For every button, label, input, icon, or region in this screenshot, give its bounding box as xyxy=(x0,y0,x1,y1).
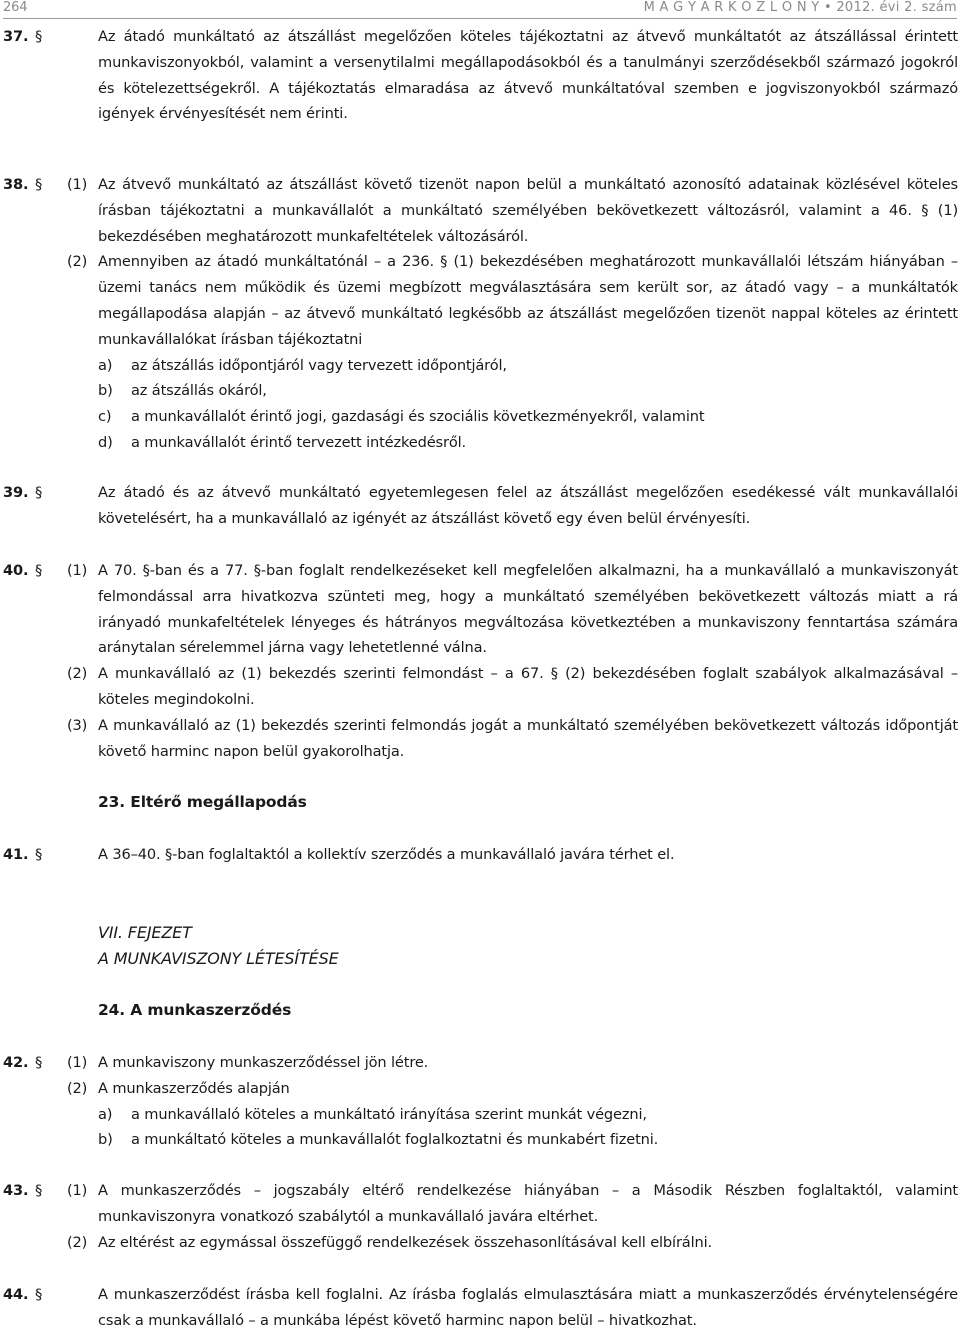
list-item xyxy=(3,1102,958,1128)
section-sign: § xyxy=(35,1054,43,1071)
page-header xyxy=(3,0,957,18)
subsection-number: (1) xyxy=(67,1182,88,1199)
page-number: 264 xyxy=(3,0,28,15)
subsection-number: (1) xyxy=(67,1054,88,1071)
list-item-letter: b) xyxy=(98,382,113,400)
section-number: 37. xyxy=(3,28,29,45)
subsection-number: (2) xyxy=(67,253,88,271)
section-number: 42. xyxy=(3,1054,29,1071)
section-number: 41. xyxy=(3,846,29,863)
list-item-letter: b) xyxy=(98,1131,113,1149)
section-43 xyxy=(3,1178,958,1255)
header-rule xyxy=(3,18,957,19)
list-item xyxy=(3,430,958,456)
chapter-number: VII. FEJEZET xyxy=(98,923,192,942)
subsection-1 xyxy=(3,1178,958,1230)
section-number: 39. xyxy=(3,484,29,501)
section-text: Az átadó és az átvevő munkáltató egyetemlegesen felel az átszállást megelőzően esedékessé vált munkavállalói követelésért, ha a munkavállaló az igényét az átszállást követő egy éven belül érvényesíti. xyxy=(98,484,958,527)
subsection-number: (1) xyxy=(67,562,88,579)
subsection-text: Az átvevő munkáltató az átszállást követő tizenöt napon belül a munkáltató azonosító adatainak közlésével köteles írásban tájékoztatni a munkavállalót a munkáltató személyében bekövetkezett változásról, valamint a 46. § (1) bekezdésében meghatározott munkafeltételek változásáról. xyxy=(98,176,958,245)
list-item-text: a munkavállalót érintő jogi, gazdasági és szociális következményekről, valamint xyxy=(131,408,705,426)
subsection-text: A munkavállaló az (1) bekezdés szerinti felmondást – a 67. § (2) bekezdésében foglalt szabályok alkalmazásával – köteles megindokolni. xyxy=(98,665,958,708)
subsection-number: (2) xyxy=(67,1233,88,1251)
list-item-text: a munkavállaló köteles a munkáltató irányítása szerint munkát végezni, xyxy=(131,1105,647,1123)
section-37 xyxy=(3,24,958,127)
subsection-2 xyxy=(3,1076,958,1102)
section-sign: § xyxy=(35,1286,43,1303)
section-text: A munkaszerződést írásba kell foglalni. Az írásba foglalás elmulasztására miatt a munkaszerződés érvénytelenségére csak a munkavállaló – a munkába lépést követő harminc napon belül – hivatkozhat. xyxy=(98,1286,958,1329)
subsection-text: A munkaviszony munkaszerződéssel jön létre. xyxy=(98,1054,429,1071)
list-item xyxy=(3,353,958,379)
section-number: 38. xyxy=(3,176,29,193)
section-sign: § xyxy=(35,846,43,863)
subsection-text: A munkaszerződés alapján xyxy=(98,1079,290,1097)
subsection-text: A 70. §-ban és a 77. §-ban foglalt rendelkezéseket kell megfelelően alkalmazni, ha a munkavállaló a munkaviszonyát felmondással arra hivatkozva szünteti meg, hogy a munkáltató személyében bekövetkezett változás miatt a rá irányadó munkafeltételek lényeges és hátrányos megváltozása következtében a munkaviszony fenntartása számára aránytalan sérelemmel járna vagy lehetetlenné válna. xyxy=(98,562,958,657)
list-item-letter: d) xyxy=(98,433,113,451)
subsection-text: A munkavállaló az (1) bekezdés szerinti felmondás jogát a munkáltató személyében bekövetkezett változás időpontját követő harminc napon belül gyakorolhatja. xyxy=(98,716,958,760)
subtitle-heading: 24. A munkaszerződés xyxy=(98,1001,292,1019)
subsection-2 xyxy=(3,661,958,713)
section-number: 40. xyxy=(3,562,29,579)
chapter-title: A MUNKAVISZONY LÉTESÍTÉSE xyxy=(98,949,339,968)
section-44 xyxy=(3,1282,958,1334)
list-item-text: a munkavállalót érintő tervezett intézkedésről. xyxy=(131,433,467,451)
subsection-number: (1) xyxy=(67,176,88,193)
subsection-number: (2) xyxy=(67,1079,88,1097)
list-item-text: az átszállás okáról, xyxy=(131,382,267,400)
subsection-1 xyxy=(3,558,958,661)
subsection-3 xyxy=(3,713,958,765)
section-sign: § xyxy=(35,28,43,45)
subsection-2 xyxy=(3,1230,958,1256)
subsection-text: A munkaszerződés – jogszabály eltérő rendelkezése hiányában – a Második Részben foglaltaktól, valamint munkaviszonyra vonatkozó szabálytól a munkavállaló javára eltérhet. xyxy=(98,1182,958,1225)
section-sign: § xyxy=(35,562,43,579)
list-item xyxy=(3,1127,958,1153)
section-40 xyxy=(3,558,958,764)
running-title: M A G Y A R K Ö Z L Ö N Y • 2012. évi 2. szám xyxy=(643,0,957,15)
section-sign: § xyxy=(35,176,43,193)
list-item-text: a munkáltató köteles a munkavállalót foglalkoztatni és munkabért fizetni. xyxy=(131,1131,659,1149)
list-item xyxy=(3,378,958,404)
subsection-text: Amennyiben az átadó munkáltatónál – a 236. § (1) bekezdésében meghatározott munkavállalói létszám hiányában – üzemi tanács nem működik és üzemi megbízott megválasztására sem került sor, az átadó vagy – a munkáltatók megállapodása alapján – az átvevő munkáltató legkésőbb az átszállást megelőzően tizenöt nappal köteles az érintett munkavállalókat írásban tájékoztatni xyxy=(98,253,958,348)
section-41 xyxy=(3,842,958,868)
subsection-1 xyxy=(3,1050,958,1076)
subsection-2 xyxy=(3,249,958,352)
section-text: Az átadó munkáltató az átszállást megelőzően köteles tájékoztatni az átvevő munkáltatót az átszállással érintett munkaviszonyokból, valamint a versenytilalmi megállapodásokból és a tanulmányi szerződésekből származó jogokról és kötelezettségekről. A tájékoztatás elmaradása az átvevő munkáltatóval szemben e jogviszonyokból származó igények érvényesítését nem érinti. xyxy=(98,28,958,123)
section-number: 44. xyxy=(3,1286,29,1303)
list-item-letter: a) xyxy=(98,1105,113,1123)
section-text: A 36–40. §-ban foglaltaktól a kollektív szerződés a munkavállaló javára térhet el. xyxy=(98,846,675,863)
section-sign: § xyxy=(35,484,43,501)
subsection-text: Az eltérést az egymással összefüggő rendelkezések összehasonlításával kell elbírálni. xyxy=(98,1233,712,1251)
list-item-letter: a) xyxy=(98,356,113,374)
subsection-1 xyxy=(3,172,958,249)
list-item xyxy=(3,404,958,430)
section-number: 43. xyxy=(3,1182,29,1199)
subsection-number: (3) xyxy=(67,716,88,734)
list-item-letter: c) xyxy=(98,408,112,426)
section-42 xyxy=(3,1050,958,1153)
section-38 xyxy=(3,172,958,456)
section-39 xyxy=(3,480,958,532)
list-item-text: az átszállás időpontjáról vagy tervezett időpontjáról, xyxy=(131,356,507,374)
subsection-number: (2) xyxy=(67,665,88,683)
subtitle-heading: 23. Eltérő megállapodás xyxy=(98,793,307,811)
section-sign: § xyxy=(35,1182,43,1199)
